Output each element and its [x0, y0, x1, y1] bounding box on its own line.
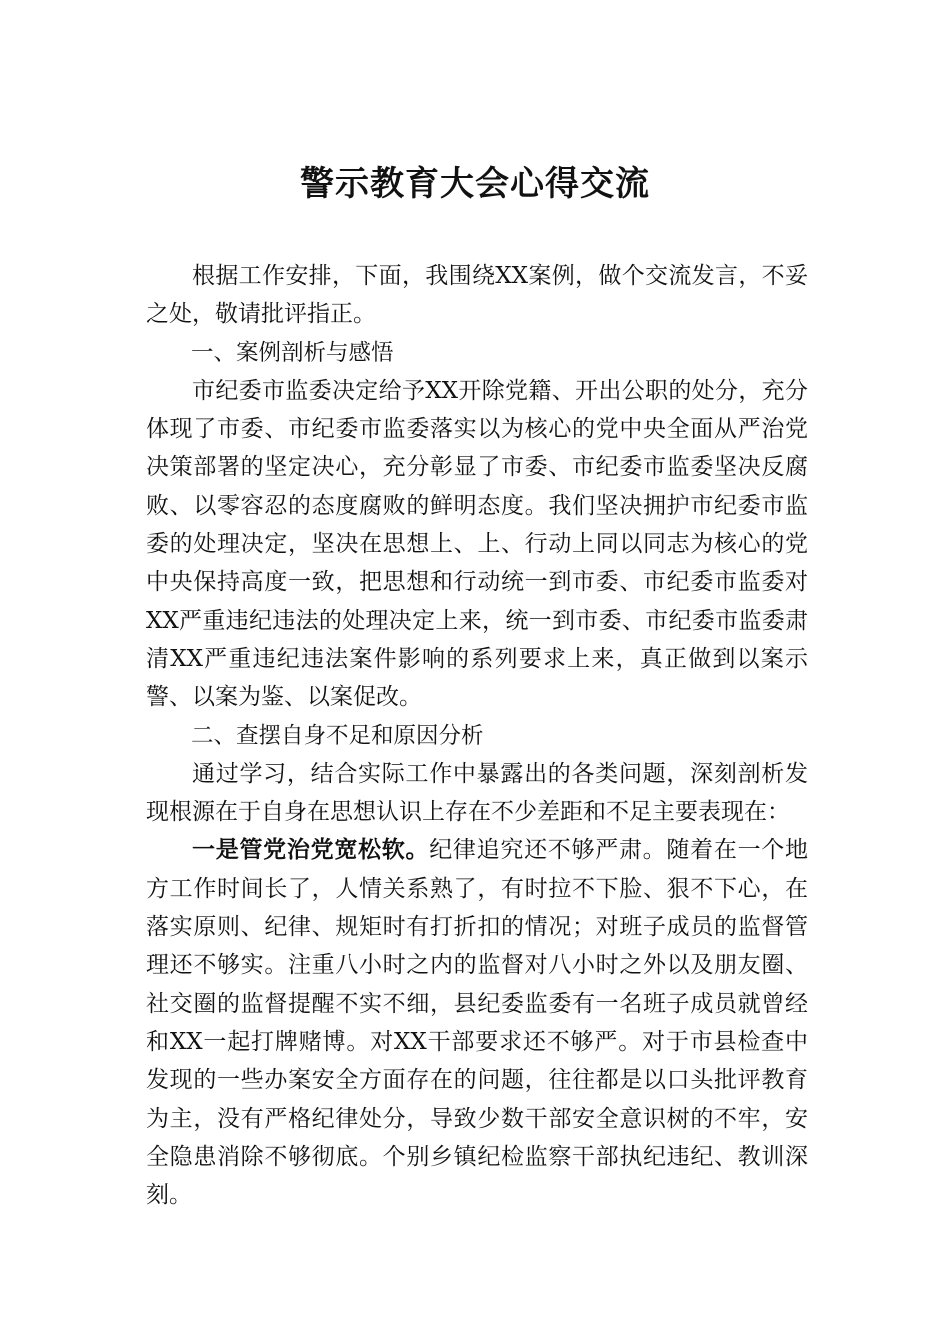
document-body	[146, 257, 808, 1214]
section-1-paragraph: 市纪委市监委决定给予XX开除党籍、开出公职的处分，充分体现了市委、市纪委市监委落实以为核心的党中央全面从严治党决策部署的坚定决心，充分彰显了市委、市纪委市监委坚决反腐败、以零容忍的态度腐败的鲜明态度。我们坚决拥护市纪委市监委的处理决定，坚决在思想上、上、行动上同以同志为核心的党中央保持高度一致，把思想和行动统一到市委、市纪委市监委对XX严重违纪违法的处理决定上来，统一到市委、市纪委市监委肃清XX严重违纪违法案件影响的系列要求上来，真正做到以案示警、以案为鉴、以案促改。	[146, 377, 808, 711]
section-1-heading: 一、案例剖析与感悟	[191, 339, 394, 366]
document-title: 警示教育大会心得交流	[300, 164, 650, 204]
section-2-point-1	[146, 831, 808, 1214]
point-1-text: 纪律追究还不够严肃。随着在一个地方工作时间长了，人情关系熟了，有时拉不下脸、狠不下心，在落实原则、纪律、规矩时有打折扣的情况；对班子成员的监督管理还不够实。注重八小时之内的监督对八小时之外以及朋友圈、社交圈的监督提醒不实不细，县纪委监委有一名班子成员就曾经和XX一起打牌赌博。对XX干部要求还不够严。对于市县检查中发现的一些办案安全方面存在的问题，往往都是以口头批评教育为主，没有严格纪律处分，导致少数干部安全意识树的不牢，安全隐患消除不够彻底。个别乡镇纪检监察干部执纪违纪、教训深刻。	[146, 837, 809, 1209]
intro-paragraph: 根据工作安排，下面，我围绕XX案例，做个交流发言，不妥之处，敬请批评指正。	[146, 263, 808, 328]
point-1-lead: 一是管党治党宽松软。	[192, 836, 430, 864]
section-2-heading: 二、查摆自身不足和原因分析	[191, 722, 484, 749]
section-2-paragraph: 通过学习，结合实际工作中暴露出的各类问题，深刻剖析发现根源在于自身在思想认识上存在不少差距和不足主要表现在：	[146, 760, 808, 826]
